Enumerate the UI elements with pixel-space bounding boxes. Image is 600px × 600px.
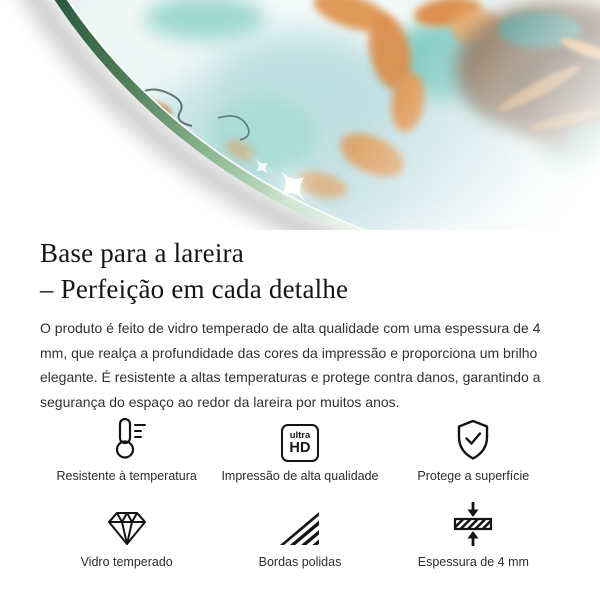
feature-polished-edges: [213, 502, 386, 569]
ultra-hd-icon: [281, 416, 319, 462]
product-photo: [0, 0, 600, 230]
title-line-2: – Perfeição em cada detalhe: [40, 274, 349, 304]
feature-grid: [40, 416, 560, 569]
feature-tempered-glass: [40, 502, 213, 569]
polished-edges-icon: [278, 502, 322, 548]
feature-label: Resistente à temperatura: [56, 469, 197, 483]
diamond-icon: [105, 502, 149, 548]
feature-surface-protection: [387, 416, 560, 483]
shield-check-icon: [453, 416, 493, 462]
page-title: [40, 235, 560, 307]
glass-panel-photo-illustration: [0, 0, 600, 230]
feature-label: Espessura de 4 mm: [417, 555, 529, 569]
feature-label: Protege a superfície: [417, 469, 530, 483]
product-info-section: [0, 235, 600, 569]
product-description: O produto é feito de vidro temperado de alta qualidade com uma espessura de 4 mm, que realça a profundidade das cores da impressão e proporciona um brilho elegante. É resistente a altas temperaturas e protege contra danos, garantindo a segurança do espaço ao redor da lareira por muitos anos.: [40, 320, 541, 410]
feature-temperature-resistant: [40, 416, 213, 483]
title-line-1: Base para a lareira: [40, 238, 244, 268]
feature-label: Bordas polidas: [258, 555, 342, 569]
thermometer-icon: [105, 416, 149, 462]
ultra-hd-badge: [281, 424, 319, 462]
ultra-hd-badge-top: ultra: [289, 429, 311, 441]
feature-print-quality: [213, 416, 386, 483]
ultra-hd-badge-bottom: HD: [289, 440, 311, 456]
compressed-thickness-icon: [451, 502, 495, 548]
feature-label: Impressão de alta qualidade: [221, 469, 379, 483]
feature-label: Vidro temperado: [80, 555, 173, 569]
feature-thickness: [387, 502, 560, 569]
